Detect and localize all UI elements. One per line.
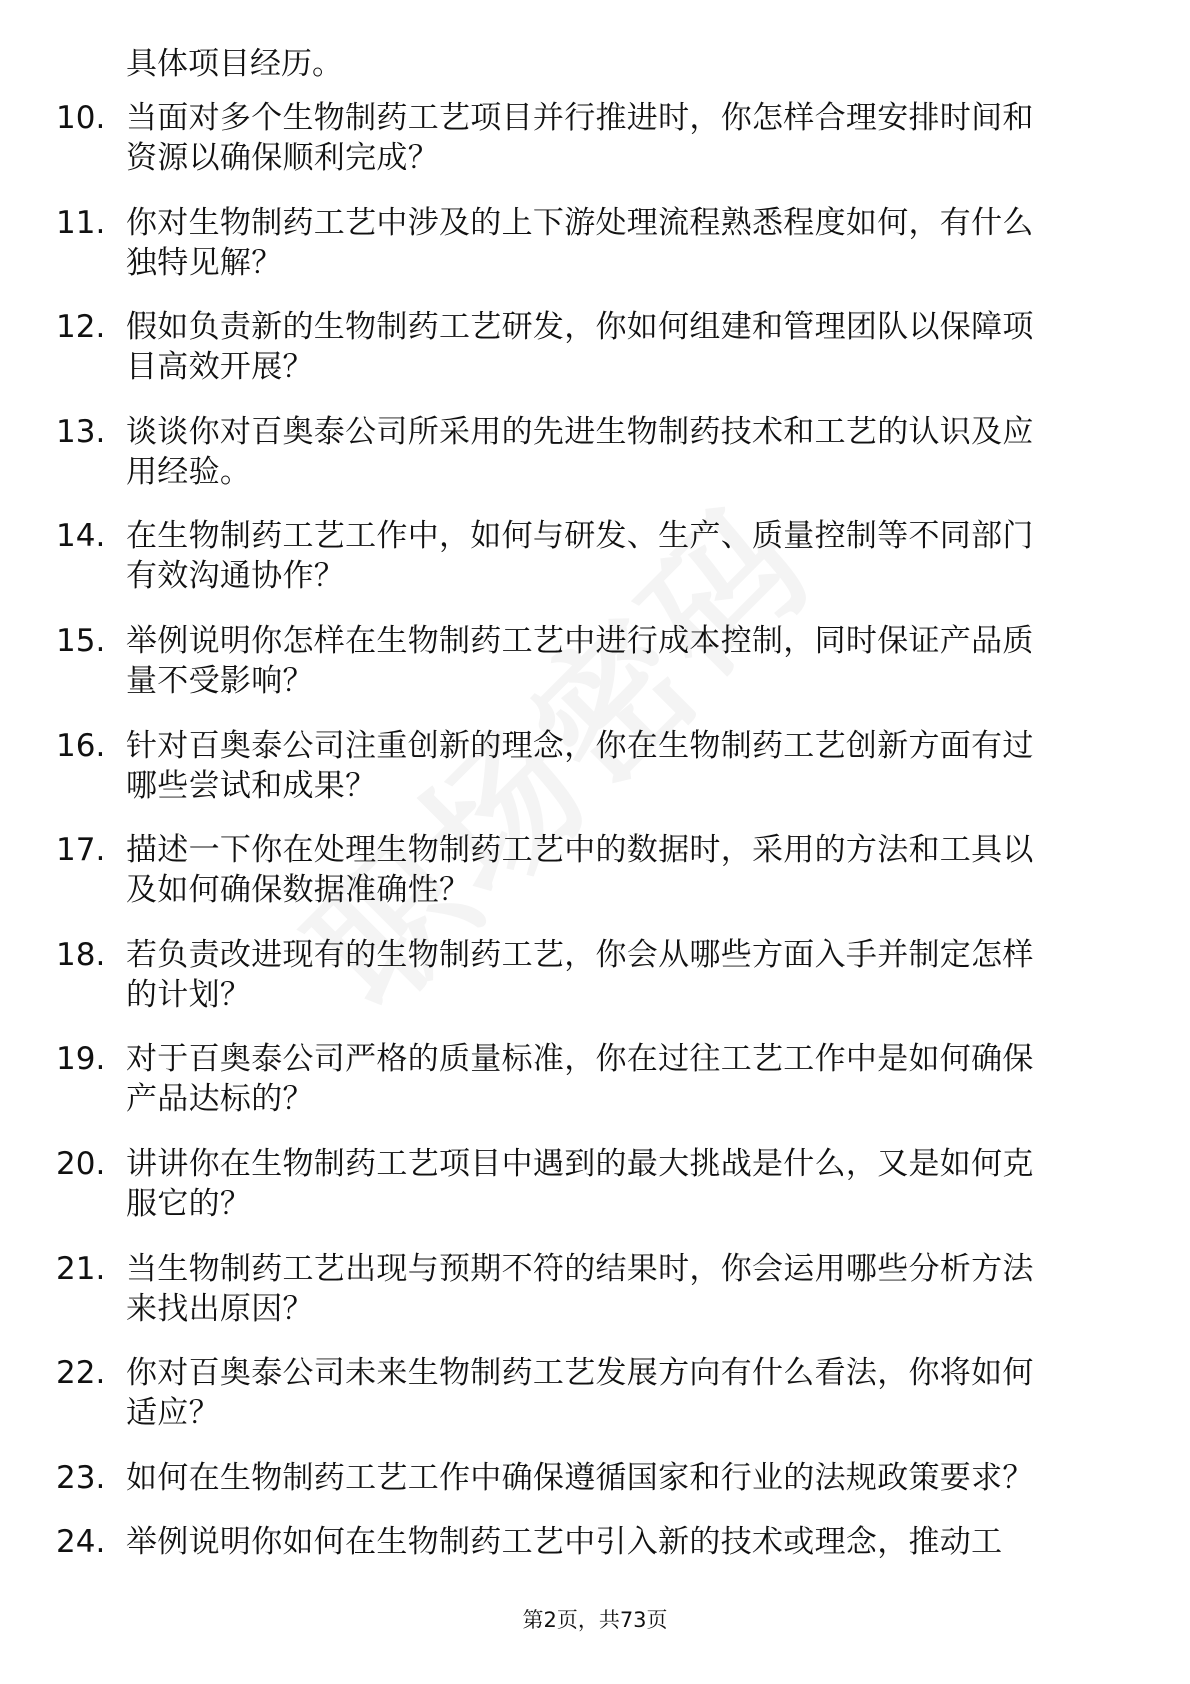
question-number: 17. [56, 832, 106, 869]
question-item [56, 621, 1116, 701]
question-text: 当生物制药工艺出现与预期不符的结果时，你会运用哪些分析方法来找出原因？ [126, 1250, 1034, 1327]
question-number: 12. [56, 309, 106, 346]
page-number-label: 第2页，共73页 [522, 1608, 668, 1632]
question-text: 若负责改进现有的生物制药工艺，你会从哪些方面入手并制定怎样的计划？ [126, 936, 1034, 1013]
question-text: 当面对多个生物制药工艺项目并行推进时，你怎样合理安排时间和资源以确保顺利完成？ [126, 100, 1034, 176]
question-number: 23. [56, 1459, 106, 1496]
question-list [56, 98, 1116, 1562]
question-number: 21. [56, 1250, 106, 1287]
question-content [56, 44, 1116, 1587]
question-number: 24. [56, 1524, 106, 1561]
question-text: 讲讲你在生物制药工艺项目中遇到的最大挑战是什么，又是如何克服它的？ [126, 1145, 1034, 1222]
question-text: 在生物制药工艺工作中，如何与研发、生产、质量控制等不同部门有效沟通协作？ [126, 518, 1034, 595]
question-item [56, 1039, 1116, 1119]
question-text: 对于百奥泰公司严格的质量标准，你在过往工艺工作中是如何确保产品达标的？ [126, 1041, 1034, 1118]
question-item [56, 412, 1116, 492]
question-text: 你对百奥泰公司未来生物制药工艺发展方向有什么看法，你将如何适应？ [126, 1355, 1034, 1432]
question-text: 假如负责新的生物制药工艺研发，你如何组建和管理团队以保障项目高效开展？ [126, 309, 1034, 386]
question-item [56, 98, 1116, 178]
question-number: 16. [56, 727, 106, 764]
question-item [56, 830, 1116, 910]
question-number: 18. [56, 936, 106, 973]
question-number: 10. [56, 100, 106, 136]
carry-over-text: 具体项目经历。 [126, 46, 343, 82]
question-text: 你对生物制药工艺中涉及的上下游处理流程熟悉程度如何，有什么独特见解？ [126, 204, 1034, 281]
question-item [56, 307, 1116, 387]
question-text: 举例说明你怎样在生物制药工艺中进行成本控制，同时保证产品质量不受影响？ [126, 622, 1034, 699]
question-text: 谈谈你对百奥泰公司所采用的先进生物制药技术和工艺的认识及应用经验。 [126, 413, 1034, 490]
question-item [56, 1353, 1116, 1433]
question-number: 15. [56, 622, 106, 659]
question-number: 20. [56, 1145, 106, 1182]
question-item [56, 1458, 1116, 1498]
question-number: 19. [56, 1041, 106, 1078]
question-number: 22. [56, 1355, 106, 1392]
question-item [56, 516, 1116, 596]
question-item [56, 726, 1116, 806]
question-number: 11. [56, 204, 106, 241]
question-item [56, 203, 1116, 283]
question-item [56, 1144, 1116, 1224]
question-item [56, 1249, 1116, 1329]
question-item [56, 1522, 1116, 1562]
question-text: 如何在生物制药工艺工作中确保遵循国家和行业的法规政策要求？ [126, 1459, 1034, 1496]
question-number: 14. [56, 518, 106, 555]
question-text: 举例说明你如何在生物制药工艺中引入新的技术或理念，推动工 [126, 1524, 1003, 1561]
question-item [56, 935, 1116, 1015]
question-number: 13. [56, 413, 106, 450]
page-footer [0, 1604, 1190, 1634]
question-text: 描述一下你在处理生物制药工艺中的数据时，采用的方法和工具以及如何确保数据准确性？ [126, 832, 1034, 909]
question-text: 针对百奥泰公司注重创新的理念，你在生物制药工艺创新方面有过哪些尝试和成果？ [126, 727, 1034, 804]
